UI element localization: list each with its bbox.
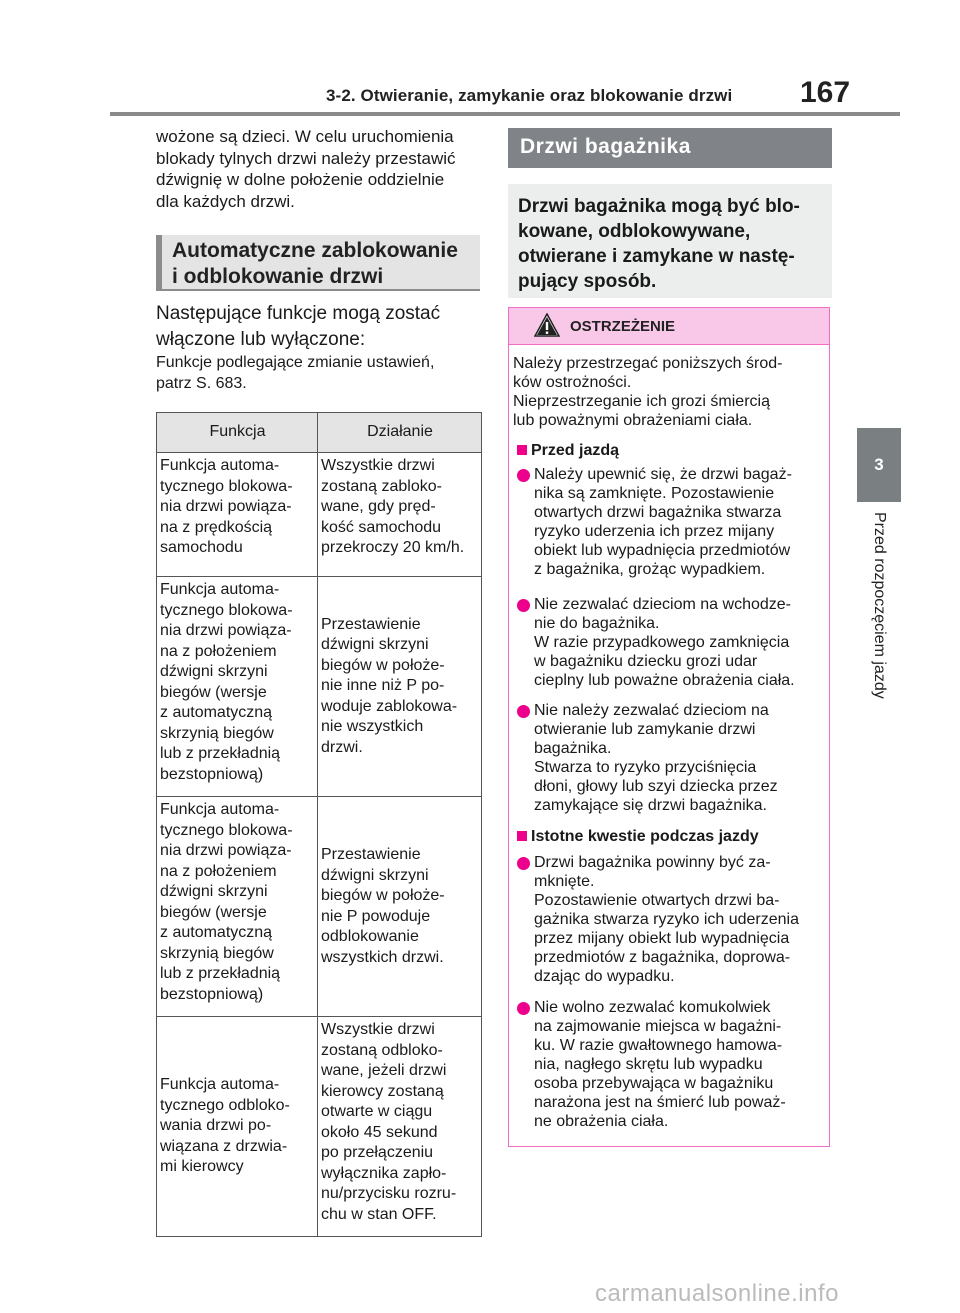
table-cell-action: Przestawienie dźwigni skrzyni biegów w położe- nie inne niż P po- woduje zablokowa- nie wszystkich drzwi. — [318, 577, 482, 797]
intro-line: blokady tylnych drzwi należy przestawić — [156, 148, 456, 168]
table-row — [157, 797, 482, 1017]
warning-subheading-text: Przed jazdą — [531, 442, 620, 459]
section-heading — [156, 235, 480, 291]
note-line: patrz S. 683. — [156, 375, 247, 392]
table-cell-function: Funkcja automa- tycznego blokowa- nia drzwi powiąza- na z położeniem dźwigni skrzyni biegów (wersje z automatyczną skrzynią biegów lub z przekładnią bezstopniową) — [157, 577, 318, 797]
table-row — [157, 453, 482, 577]
bullet-dot-icon — [517, 469, 530, 482]
warning-item: Należy upewnić się, że drzwi bagaż- nika są zamknięte. Pozostawienie otwartych drzwi bagażnika stwarza ryzyko uderzenia ich przez mijany obiekt lub wypadnięcia przedmiotów z bagażnika, grożąc wypadkiem. — [534, 466, 792, 578]
table-header-row — [157, 413, 482, 453]
chapter-tab: 3 — [857, 428, 901, 502]
table-cell-function: Funkcja automa- tycznego blokowa- nia drzwi powiąza- na z prędkością samochodu — [157, 453, 318, 577]
intro-paragraph — [156, 126, 486, 212]
heading-line: Automatyczne zablokowanie — [172, 239, 458, 262]
warning-subheading — [517, 441, 619, 460]
square-bullet-icon — [517, 831, 527, 841]
table-cell-function: Funkcja automa- tycznego blokowa- nia drzwi powiąza- na z położeniem dźwigni skrzyni biegów (wersje z automatyczną skrzynią biegów lub z przekładnią bezstopniową) — [157, 797, 318, 1017]
intro-line: dla każdych drzwi. — [156, 191, 295, 211]
section-heading-text — [172, 238, 458, 290]
note-paragraph — [156, 352, 486, 394]
trunk-intro-line: pujący sposób. — [518, 271, 657, 292]
bullet-dot-icon — [517, 1002, 530, 1015]
trunk-intro-line: kowane, odblokowywane, — [518, 221, 751, 242]
warning-item: Nie należy zezwalać dzieciom na otwieranie lub zamykanie drzwi bagażnika. Stwarza to ryzyko przyciśnięcia dłoni, głowy lub szyi dziecka przez zamykające się drzwi bagażnika. — [534, 702, 778, 814]
header-rule — [110, 112, 900, 116]
trunk-intro-box — [508, 184, 832, 298]
trunk-intro-text — [518, 194, 824, 294]
warning-title: OSTRZEŻENIE — [570, 318, 676, 335]
table-cell-action: Przestawienie dźwigni skrzyni biegów w położe- nie P powoduje odblokowanie wszystkich drzwi. — [318, 797, 482, 1017]
trunk-intro-line: otwierane i zamykane w nastę- — [518, 246, 795, 267]
table-row — [157, 577, 482, 797]
warning-item: Drzwi bagażnika powinny być za- mknięte. Pozostawienie otwartych drzwi ba- gażnika stwarza ryzyko ich uderzenia przez mijany obiekt lub wypadnięcia przedmiotów z bagażnika, doprowa- dzając do wypadku. — [534, 854, 800, 985]
lead-line: włączone lub wyłączone: — [156, 329, 366, 350]
bullet-dot-icon — [517, 857, 530, 870]
bullet-dot-icon — [517, 705, 530, 718]
table-cell-function: Funkcja automa- tycznego odbloko- wania drzwi po- wiązana z drzwia- mi kierowcy — [157, 1017, 318, 1237]
warning-subheading-text: Istotne kwestie podczas jazdy — [531, 828, 759, 845]
intro-line: wożone są dzieci. W celu uruchomienia — [156, 127, 454, 146]
heading-line: i odblokowanie drzwi — [172, 265, 384, 288]
table-cell-action: Wszystkie drzwi zostaną odbloko- wane, jeżeli drzwi kierowcy zostaną otwarte w ciągu około 45 sekund po przełączeniu wyłącznika zapło- nu/przycisku rozru- chu w stan OFF. — [318, 1017, 482, 1237]
lead-paragraph — [156, 301, 486, 353]
warning-item: Nie zezwalać dzieciom na wchodze- nie do bagażnika. W razie przypadkowego zamknięcia w bagażniku dziecku grozi udar cieplny lub poważne obrażenia ciała. — [534, 596, 795, 689]
chapter-tab-label: Przed rozpoczęciem jazdy — [871, 512, 888, 699]
section-title-bar — [508, 128, 832, 168]
function-table — [156, 412, 482, 1237]
trunk-intro-line: Drzwi bagażnika mogą być blo- — [518, 196, 800, 217]
warning-intro: Należy przestrzegać poniższych środ- ków ostrożności. Nieprzestrzeganie ich grozi śmiercią lub poważnymi obrażeniami ciała. — [513, 355, 783, 429]
warning-subheading — [517, 827, 759, 846]
watermark: carmanualsonline.info — [595, 1280, 839, 1307]
table-cell-action: Wszystkie drzwi zostaną zabloko- wane, gdy pręd- kość samochodu przekroczy 20 km/h. — [318, 453, 482, 577]
column-header-function: Funkcja — [157, 413, 318, 453]
section-title: Drzwi bagażnika — [520, 135, 691, 158]
intro-line: dźwignię w dolne położenie oddzielnie — [156, 170, 445, 189]
bullet-dot-icon — [517, 599, 530, 612]
warning-divider — [509, 344, 829, 345]
lead-line: Następujące funkcje mogą zostać — [156, 303, 441, 324]
page-number: 167 — [800, 76, 851, 109]
warning-item: Nie wolno zezwalać komukolwiek na zajmowanie miejsca w bagażni- ku. W razie gwałtownego hamowa- nia, nagłego skrętu lub wypadku osoba przebywająca w bagażniku narażona jest na śmierć lub poważ- ne obrażenia ciała. — [534, 999, 786, 1130]
table-row — [157, 1017, 482, 1237]
square-bullet-icon — [517, 445, 527, 455]
warning-triangle-icon — [534, 313, 560, 337]
section-header: 3-2. Otwieranie, zamykanie oraz blokowanie drzwi — [326, 86, 733, 105]
note-line: Funkcje podlegające zmianie ustawień, — [156, 354, 435, 371]
column-header-action: Działanie — [318, 413, 482, 453]
